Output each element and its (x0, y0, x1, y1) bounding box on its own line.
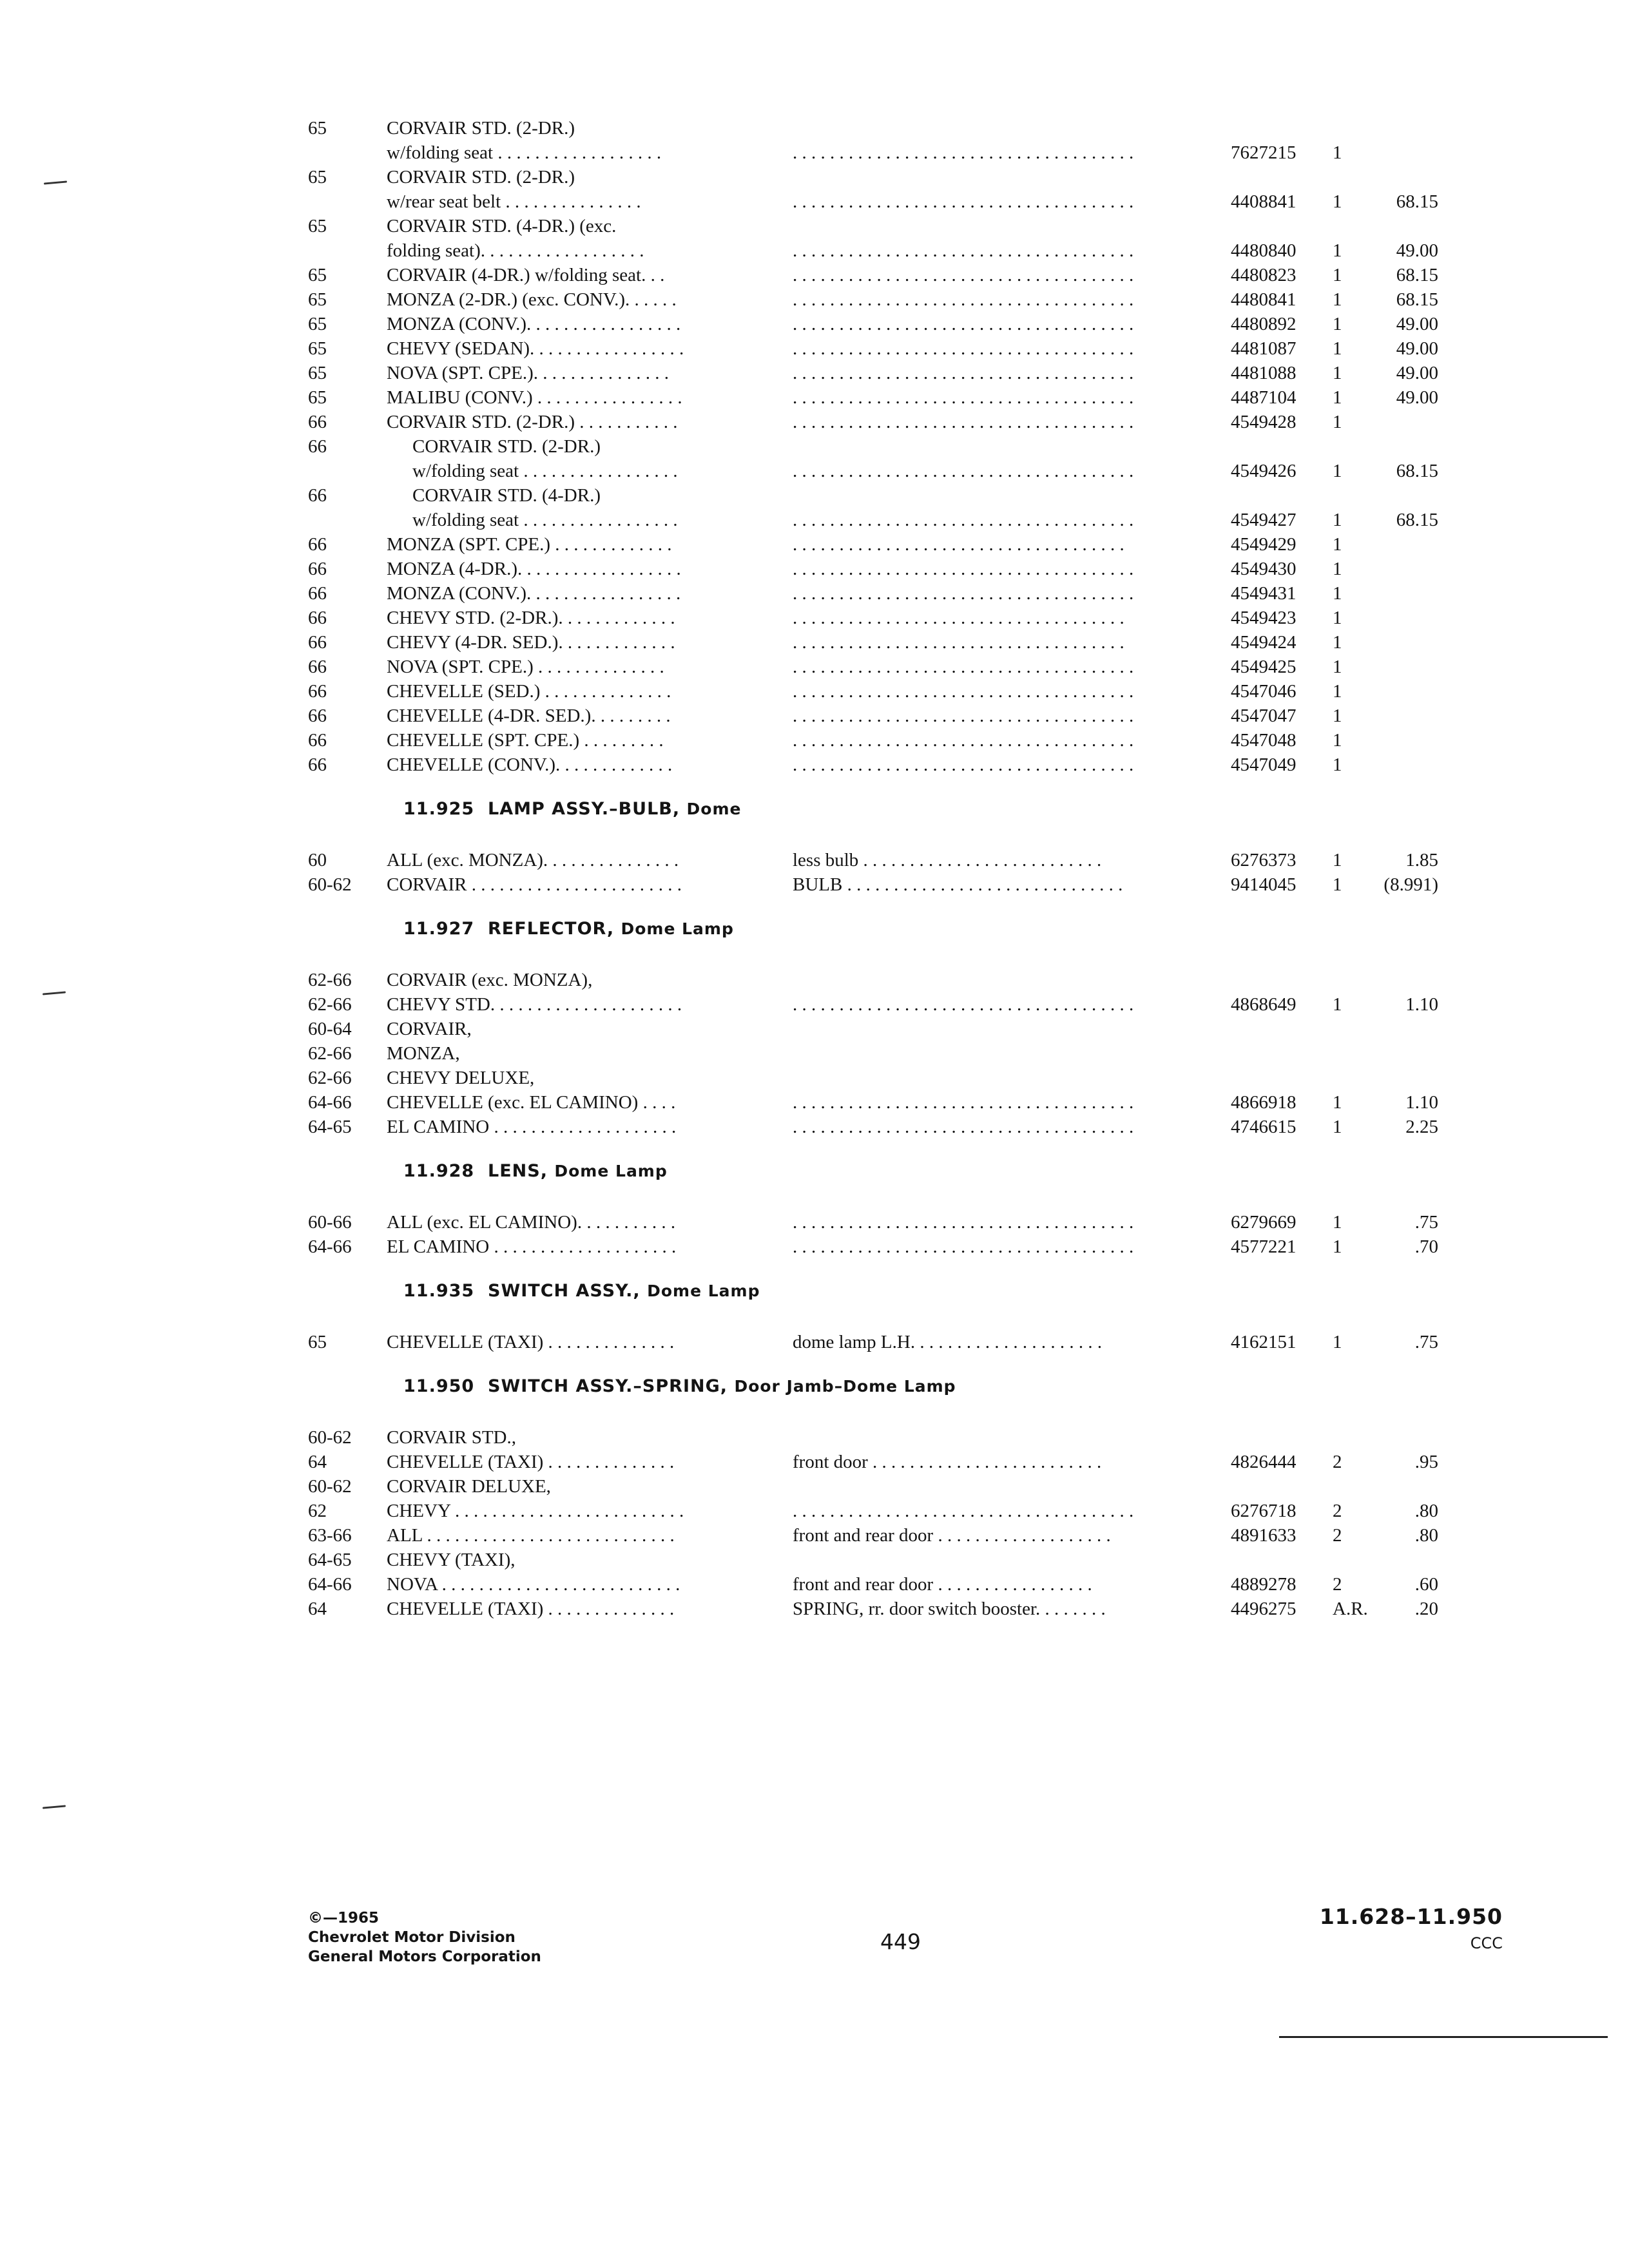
table-row (0, 728, 1629, 753)
part-number: 6279669 (1231, 1212, 1296, 1233)
part-number: 4549426 (1231, 461, 1296, 481)
part-note: . . . . . . . . . . . . . . . . . . . . . . . . . . . . . . . . . . . . . (793, 338, 1134, 359)
model-year: 65 (308, 216, 327, 236)
quantity: 1 (1333, 412, 1342, 432)
model-description: folding seat). . . . . . . . . . . . . . . . . . (387, 240, 644, 261)
model-description: CHEVY STD. . . . . . . . . . . . . . . . . . . . . (387, 994, 682, 1015)
model-description: CORVAIR STD. (2-DR.) (387, 167, 575, 187)
part-number: 4549428 (1231, 412, 1296, 432)
list-price: .60 (1414, 1574, 1438, 1595)
quantity: 1 (1333, 657, 1342, 677)
list-price: 68.15 (1396, 265, 1438, 285)
list-price: (8.991) (1383, 874, 1438, 895)
model-year: 66 (308, 632, 327, 653)
table-row (0, 1066, 1629, 1090)
section-number: 11.950 (403, 1376, 475, 1396)
table-row (0, 1597, 1629, 1621)
quantity: 1 (1333, 754, 1342, 775)
table-row (0, 508, 1629, 532)
quantity: 1 (1333, 534, 1342, 555)
model-year: 62-66 (308, 970, 352, 990)
model-description: CORVAIR STD., (387, 1427, 516, 1448)
model-description: MONZA, (387, 1043, 460, 1064)
model-year: 65 (308, 167, 327, 187)
quantity: 1 (1333, 632, 1342, 653)
part-note: . . . . . . . . . . . . . . . . . . . . . . . . . . . . . . . . . . . . . (793, 314, 1134, 334)
table-row (0, 1523, 1629, 1548)
table-row (0, 1499, 1629, 1523)
part-number: 4547047 (1231, 706, 1296, 726)
quantity: 1 (1333, 289, 1342, 310)
part-number: 4547049 (1231, 754, 1296, 775)
table-row (0, 116, 1629, 140)
model-year: 65 (308, 338, 327, 359)
list-price: 1.85 (1405, 850, 1438, 870)
table-row (0, 1115, 1629, 1139)
part-number: 4746615 (1231, 1117, 1296, 1137)
table-row (0, 214, 1629, 238)
table-row (0, 581, 1629, 606)
quantity: 2 (1333, 1452, 1342, 1472)
part-number: 4480823 (1231, 265, 1296, 285)
part-number: 4891633 (1231, 1525, 1296, 1546)
part-note: . . . . . . . . . . . . . . . . . . . . . . . . . . . . . . . . . . . . . (793, 730, 1134, 751)
table-row (0, 361, 1629, 385)
table-row (0, 1450, 1629, 1474)
list-price: 1.10 (1405, 994, 1438, 1015)
model-description: NOVA (SPT. CPE.). . . . . . . . . . . . . . . (387, 363, 670, 383)
model-year: 65 (308, 265, 327, 285)
list-price: 49.00 (1396, 363, 1438, 383)
model-description: w/rear seat belt . . . . . . . . . . . . . . . (387, 191, 641, 212)
model-year: 65 (308, 363, 327, 383)
model-description: CHEVELLE (TAXI) . . . . . . . . . . . . . . (387, 1452, 675, 1472)
table-row (0, 263, 1629, 287)
quantity: 1 (1333, 1212, 1342, 1233)
corporation-line: General Motors Corporation (308, 1948, 541, 1965)
part-note: . . . . . . . . . . . . . . . . . . . . . . . . . . . . . . . . . . . . . (793, 583, 1134, 604)
table-row (0, 704, 1629, 728)
part-note: . . . . . . . . . . . . . . . . . . . . . . . . . . . . . . . . . . . . (793, 534, 1124, 555)
table-row (0, 140, 1629, 165)
part-note: . . . . . . . . . . . . . . . . . . . . . . . . . . . . . . . . . . . . . (793, 461, 1134, 481)
list-price: 49.00 (1396, 240, 1438, 261)
quantity: 1 (1333, 240, 1342, 261)
section-subtitle: Door Jamb–Dome Lamp (734, 1377, 956, 1396)
model-description: MONZA (2-DR.) (exc. CONV.). . . . . . (387, 289, 677, 310)
part-number: 4549430 (1231, 559, 1296, 579)
part-number: 4481088 (1231, 363, 1296, 383)
section-subtitle: Dome (686, 800, 742, 818)
part-note: SPRING, rr. door switch booster. . . . . . . . (793, 1599, 1106, 1619)
table-row (0, 1090, 1629, 1115)
model-description: CORVAIR, (387, 1019, 472, 1039)
part-note: . . . . . . . . . . . . . . . . . . . . . . . . . . . . . . . . . . . . . (793, 1092, 1134, 1113)
part-number: 4480841 (1231, 289, 1296, 310)
quantity: 1 (1333, 850, 1342, 870)
table-row (0, 1425, 1629, 1450)
model-year: 65 (308, 314, 327, 334)
page-number: 449 (880, 1929, 921, 1954)
model-year: 66 (308, 657, 327, 677)
part-number: 7627215 (1231, 142, 1296, 163)
part-number: 4547048 (1231, 730, 1296, 751)
part-number: 4549429 (1231, 534, 1296, 555)
quantity: 1 (1333, 461, 1342, 481)
model-description: MONZA (4-DR.). . . . . . . . . . . . . . . . . . (387, 559, 681, 579)
table-row (0, 312, 1629, 336)
quantity: 1 (1333, 681, 1342, 702)
table-row (0, 968, 1629, 992)
part-note: . . . . . . . . . . . . . . . . . . . . . . . . . . . . . . . . . . . . . (793, 754, 1134, 775)
list-price: 1.10 (1405, 1092, 1438, 1113)
quantity: 1 (1333, 142, 1342, 163)
table-row (0, 679, 1629, 704)
catalog-code: CCC (1470, 1934, 1503, 1952)
quantity: 2 (1333, 1501, 1342, 1521)
model-description: MONZA (CONV.). . . . . . . . . . . . . . . . . (387, 583, 681, 604)
table-row (0, 1017, 1629, 1041)
model-year: 66 (308, 681, 327, 702)
section-number: 11.925 (403, 799, 475, 819)
table-row (0, 238, 1629, 263)
table-row (0, 287, 1629, 312)
list-price: .75 (1414, 1212, 1438, 1233)
model-description: CHEVY . . . . . . . . . . . . . . . . . . . . . . . . . (387, 1501, 684, 1521)
section-heading (403, 1281, 760, 1301)
model-description: CHEVELLE (TAXI) . . . . . . . . . . . . . . (387, 1332, 675, 1352)
table-row (0, 189, 1629, 214)
part-note: . . . . . . . . . . . . . . . . . . . . . . . . . . . . . . . . . . . . . (793, 387, 1134, 408)
part-number: 4547046 (1231, 681, 1296, 702)
model-year: 64 (308, 1599, 327, 1619)
model-description: CORVAIR DELUXE, (387, 1476, 551, 1497)
model-year: 66 (308, 436, 327, 457)
quantity: 1 (1333, 730, 1342, 751)
quantity: 1 (1333, 314, 1342, 334)
part-note: . . . . . . . . . . . . . . . . . . . . . . . . . . . . . . . . . . . . . (793, 363, 1134, 383)
quantity: 1 (1333, 510, 1342, 530)
section-subtitle: Dome Lamp (554, 1162, 668, 1180)
model-year: 60-64 (308, 1019, 352, 1039)
table-row (0, 1235, 1629, 1259)
model-year: 64-66 (308, 1574, 352, 1595)
model-year: 60-62 (308, 1427, 352, 1448)
footer-publisher (308, 1908, 541, 1966)
section-title: LENS, (488, 1161, 548, 1181)
model-year: 62-66 (308, 1043, 352, 1064)
section-heading (403, 919, 734, 939)
margin-mark (43, 1805, 66, 1809)
model-year: 66 (308, 754, 327, 775)
part-number: 4549423 (1231, 608, 1296, 628)
part-number: 9414045 (1231, 874, 1296, 895)
model-year: 66 (308, 583, 327, 604)
table-row (0, 992, 1629, 1017)
model-year: 60 (308, 850, 327, 870)
quantity: 1 (1333, 387, 1342, 408)
model-year: 60-66 (308, 1212, 352, 1233)
model-description: w/folding seat . . . . . . . . . . . . . . . . . . (387, 142, 662, 163)
section-number: 11.927 (403, 919, 475, 939)
part-number: 4162151 (1231, 1332, 1296, 1352)
part-note: . . . . . . . . . . . . . . . . . . . . . . . . . . . . . . . . . . . . . (793, 142, 1134, 163)
model-year: 62-66 (308, 994, 352, 1015)
model-year: 64-66 (308, 1236, 352, 1257)
table-row (0, 165, 1629, 189)
section-subtitle: Dome Lamp (647, 1282, 760, 1300)
table-row (0, 872, 1629, 897)
list-price: 49.00 (1396, 387, 1438, 408)
model-year: 62 (308, 1501, 327, 1521)
part-number: 4480840 (1231, 240, 1296, 261)
model-description: CHEVELLE (SPT. CPE.) . . . . . . . . . (387, 730, 664, 751)
quantity: 2 (1333, 1574, 1342, 1595)
part-number: 4866918 (1231, 1092, 1296, 1113)
list-price: .95 (1414, 1452, 1438, 1472)
table-row (0, 557, 1629, 581)
part-number: 4408841 (1231, 191, 1296, 212)
model-year: 64-65 (308, 1550, 352, 1570)
model-year: 64-65 (308, 1117, 352, 1137)
part-note: dome lamp L.H. . . . . . . . . . . . . . . . . . . . . (793, 1332, 1103, 1352)
table-row (0, 459, 1629, 483)
part-number: 6276373 (1231, 850, 1296, 870)
part-note: less bulb . . . . . . . . . . . . . . . . . . . . . . . . . . (793, 850, 1102, 870)
section-subtitle: Dome Lamp (621, 919, 734, 938)
part-number: 4549431 (1231, 583, 1296, 604)
part-note: . . . . . . . . . . . . . . . . . . . . . . . . . . . . . . . . . . . . . (793, 681, 1134, 702)
part-note: . . . . . . . . . . . . . . . . . . . . . . . . . . . . . . . . . . . . . (793, 289, 1134, 310)
section-heading (403, 1376, 956, 1396)
part-number: 4549425 (1231, 657, 1296, 677)
model-description: w/folding seat . . . . . . . . . . . . . . . . . (412, 461, 678, 481)
section-title: SWITCH ASSY., (488, 1281, 641, 1301)
model-description: EL CAMINO . . . . . . . . . . . . . . . . . . . . (387, 1117, 677, 1137)
part-note: . . . . . . . . . . . . . . . . . . . . . . . . . . . . . . . . . . . . . (793, 510, 1134, 530)
list-price: .70 (1414, 1236, 1438, 1257)
quantity: 1 (1333, 363, 1342, 383)
model-description: MALIBU (CONV.) . . . . . . . . . . . . . . . . (387, 387, 682, 408)
model-description: CHEVY (4-DR. SED.). . . . . . . . . . . . . (387, 632, 675, 653)
part-note: . . . . . . . . . . . . . . . . . . . . . . . . . . . . . . . . . . . . . (793, 657, 1134, 677)
part-note: BULB . . . . . . . . . . . . . . . . . . . . . . . . . . . . . . (793, 874, 1123, 895)
part-note: front door . . . . . . . . . . . . . . . . . . . . . . . . . (793, 1452, 1102, 1472)
list-price: .75 (1414, 1332, 1438, 1352)
quantity: 1 (1333, 994, 1342, 1015)
model-description: MONZA (SPT. CPE.) . . . . . . . . . . . . . (387, 534, 672, 555)
copyright-line: ©—1965 (308, 1910, 380, 1927)
quantity: 1 (1333, 706, 1342, 726)
model-year: 66 (308, 559, 327, 579)
division-line: Chevrolet Motor Division (308, 1929, 516, 1946)
model-description: ALL (exc. MONZA). . . . . . . . . . . . . . . (387, 850, 679, 870)
model-description: EL CAMINO . . . . . . . . . . . . . . . . . . . . (387, 1236, 677, 1257)
model-description: CHEVELLE (SED.) . . . . . . . . . . . . . . (387, 681, 671, 702)
part-note: front and rear door . . . . . . . . . . . . . . . . . (793, 1574, 1092, 1595)
table-row (0, 483, 1629, 508)
quantity: 2 (1333, 1525, 1342, 1546)
model-year: 66 (308, 608, 327, 628)
quantity: 1 (1333, 191, 1342, 212)
quantity: A.R. (1333, 1599, 1368, 1619)
part-number: 4487104 (1231, 387, 1296, 408)
list-price: 68.15 (1396, 289, 1438, 310)
model-description: NOVA . . . . . . . . . . . . . . . . . . . . . . . . . . (387, 1574, 680, 1595)
table-row (0, 385, 1629, 410)
part-number: 4577221 (1231, 1236, 1296, 1257)
quantity: 1 (1333, 1092, 1342, 1113)
section-title: LAMP ASSY.–BULB, (488, 799, 680, 819)
table-row (0, 1210, 1629, 1235)
section-title: REFLECTOR, (488, 919, 615, 939)
part-number: 4549424 (1231, 632, 1296, 653)
footer-rule (1279, 2036, 1608, 2038)
part-number: 4549427 (1231, 510, 1296, 530)
quantity: 1 (1333, 583, 1342, 604)
table-row (0, 410, 1629, 434)
table-row (0, 336, 1629, 361)
model-description: CORVAIR STD. (4-DR.) (412, 485, 601, 506)
quantity: 1 (1333, 559, 1342, 579)
model-description: CHEVELLE (CONV.). . . . . . . . . . . . . (387, 754, 673, 775)
model-description: ALL . . . . . . . . . . . . . . . . . . . . . . . . . . . (387, 1525, 675, 1546)
model-year: 65 (308, 289, 327, 310)
table-row (0, 532, 1629, 557)
model-description: CORVAIR STD. (4-DR.) (exc. (387, 216, 617, 236)
model-year: 64-66 (308, 1092, 352, 1113)
model-year: 65 (308, 1332, 327, 1352)
table-row (0, 848, 1629, 872)
part-number: 4826444 (1231, 1452, 1296, 1472)
quantity: 1 (1333, 608, 1342, 628)
part-number: 4496275 (1231, 1599, 1296, 1619)
part-note: . . . . . . . . . . . . . . . . . . . . . . . . . . . . . . . . . . . . . (793, 559, 1134, 579)
quantity: 1 (1333, 1332, 1342, 1352)
page-ref-range: 11.628–11.950 (1319, 1904, 1503, 1929)
quantity: 1 (1333, 1236, 1342, 1257)
table-row (0, 606, 1629, 630)
model-year: 63-66 (308, 1525, 352, 1546)
part-number: 4889278 (1231, 1574, 1296, 1595)
quantity: 1 (1333, 1117, 1342, 1137)
section-title: SWITCH ASSY.–SPRING, (488, 1376, 728, 1396)
model-description: CORVAIR . . . . . . . . . . . . . . . . . . . . . . . (387, 874, 682, 895)
quantity: 1 (1333, 338, 1342, 359)
part-number: 4481087 (1231, 338, 1296, 359)
quantity: 1 (1333, 265, 1342, 285)
part-note: . . . . . . . . . . . . . . . . . . . . . . . . . . . . . . . . . . . . . (793, 1212, 1134, 1233)
part-note: . . . . . . . . . . . . . . . . . . . . . . . . . . . . . . . . . . . . . (793, 240, 1134, 261)
list-price: .80 (1414, 1501, 1438, 1521)
part-note: . . . . . . . . . . . . . . . . . . . . . . . . . . . . . . . . . . . . . (793, 1117, 1134, 1137)
list-price: 68.15 (1396, 510, 1438, 530)
table-row (0, 1548, 1629, 1572)
part-number: 4868649 (1231, 994, 1296, 1015)
model-description: CHEVELLE (TAXI) . . . . . . . . . . . . . . (387, 1599, 675, 1619)
list-price: 68.15 (1396, 461, 1438, 481)
model-description: ALL (exc. EL CAMINO). . . . . . . . . . . (387, 1212, 676, 1233)
model-year: 62-66 (308, 1068, 352, 1088)
section-number: 11.935 (403, 1281, 475, 1301)
model-year: 65 (308, 387, 327, 408)
table-row (0, 655, 1629, 679)
part-note: . . . . . . . . . . . . . . . . . . . . . . . . . . . . . . . . . . . . . (793, 191, 1134, 212)
list-price: 68.15 (1396, 191, 1438, 212)
section-heading (403, 799, 741, 819)
table-row (0, 753, 1629, 777)
model-description: CORVAIR STD. (2-DR.) (412, 436, 601, 457)
model-description: NOVA (SPT. CPE.) . . . . . . . . . . . . . . (387, 657, 664, 677)
part-note: . . . . . . . . . . . . . . . . . . . . . . . . . . . . . . . . . . . . (793, 608, 1124, 628)
list-price: 2.25 (1405, 1117, 1438, 1137)
model-description: CHEVY DELUXE, (387, 1068, 535, 1088)
model-year: 66 (308, 730, 327, 751)
model-description: w/folding seat . . . . . . . . . . . . . . . . . (412, 510, 678, 530)
model-description: CHEVY STD. (2-DR.). . . . . . . . . . . . . (387, 608, 675, 628)
part-number: 4480892 (1231, 314, 1296, 334)
part-note: front and rear door . . . . . . . . . . . . . . . . . . . (793, 1525, 1111, 1546)
table-row (0, 1474, 1629, 1499)
footer-page-ref (1320, 1904, 1503, 1952)
part-note: . . . . . . . . . . . . . . . . . . . . . . . . . . . . . . . . . . . . . (793, 265, 1134, 285)
part-note: . . . . . . . . . . . . . . . . . . . . . . . . . . . . . . . . . . . . . (793, 1501, 1134, 1521)
list-price: .80 (1414, 1525, 1438, 1546)
section-number: 11.928 (403, 1161, 475, 1181)
model-description: CHEVELLE (exc. EL CAMINO) . . . . (387, 1092, 676, 1113)
model-description: CHEVELLE (4-DR. SED.). . . . . . . . . (387, 706, 671, 726)
model-year: 65 (308, 118, 327, 139)
model-year: 66 (308, 534, 327, 555)
section-heading (403, 1161, 668, 1181)
model-description: CHEVY (TAXI), (387, 1550, 516, 1570)
quantity: 1 (1333, 874, 1342, 895)
list-price: .20 (1414, 1599, 1438, 1619)
model-year: 66 (308, 412, 327, 432)
table-row (0, 1330, 1629, 1354)
part-note: . . . . . . . . . . . . . . . . . . . . . . . . . . . . . . . . . . . . . (793, 412, 1134, 432)
model-year: 66 (308, 485, 327, 506)
model-description: CORVAIR STD. (2-DR.) (387, 118, 575, 139)
table-row (0, 1041, 1629, 1066)
part-note: . . . . . . . . . . . . . . . . . . . . . . . . . . . . . . . . . . . . . (793, 994, 1134, 1015)
table-row (0, 1572, 1629, 1597)
model-description: MONZA (CONV.). . . . . . . . . . . . . . . . . (387, 314, 681, 334)
model-year: 66 (308, 706, 327, 726)
table-row (0, 630, 1629, 655)
model-description: CORVAIR (exc. MONZA), (387, 970, 593, 990)
part-note: . . . . . . . . . . . . . . . . . . . . . . . . . . . . . . . . . . . . . (793, 1236, 1134, 1257)
model-year: 60-62 (308, 1476, 352, 1497)
table-row (0, 434, 1629, 459)
part-note: . . . . . . . . . . . . . . . . . . . . . . . . . . . . . . . . . . . . . (793, 706, 1134, 726)
list-price: 49.00 (1396, 314, 1438, 334)
model-description: CORVAIR (4-DR.) w/folding seat. . . (387, 265, 665, 285)
model-year: 60-62 (308, 874, 352, 895)
model-year: 64 (308, 1452, 327, 1472)
model-description: CHEVY (SEDAN). . . . . . . . . . . . . . . . . (387, 338, 684, 359)
part-note: . . . . . . . . . . . . . . . . . . . . . . . . . . . . . . . . . . . . (793, 632, 1124, 653)
list-price: 49.00 (1396, 338, 1438, 359)
part-number: 6276718 (1231, 1501, 1296, 1521)
model-description: CORVAIR STD. (2-DR.) . . . . . . . . . . . (387, 412, 678, 432)
